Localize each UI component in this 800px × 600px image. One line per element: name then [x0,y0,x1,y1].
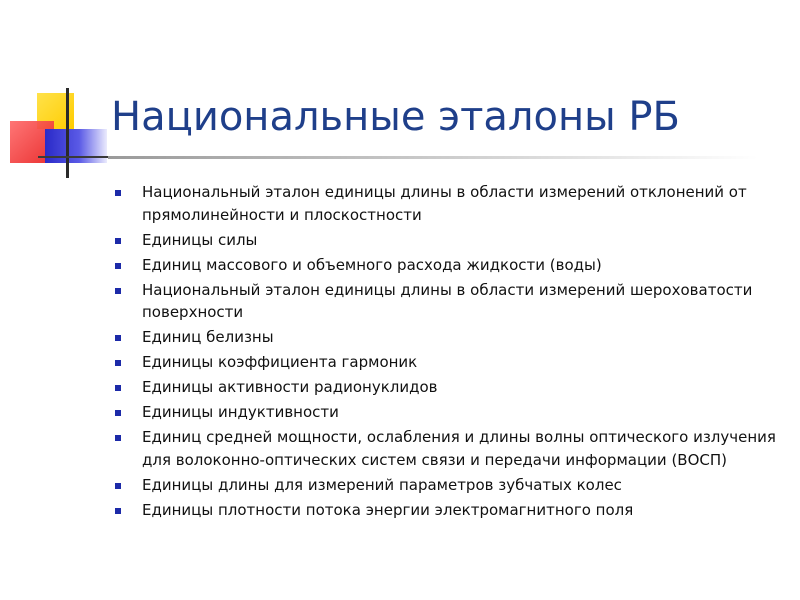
list-item [115,254,785,277]
list-item-text: Единицы длины для измерений параметров зубчатых колес [142,475,622,494]
list-item-text: Единиц средней мощности, ослабления и длины волны оптического излучения для волоконно-оптических систем связи и передачи информации (ВОСП) [142,428,776,469]
list-item [115,181,785,226]
list-item [115,474,785,497]
list-item-text: Единиц массового и объемного расхода жидкости (воды) [142,255,602,274]
list-item [115,279,785,324]
list-item-text: Единиц белизны [142,328,274,346]
list-item-text: Единицы плотности потока энергии электромагнитного поля [142,500,634,519]
square-bullet-icon [115,410,121,416]
list-item [115,376,785,399]
bullet-list [115,181,785,524]
list-item-text: Национальный эталон единицы длины в области измерений шероховатости поверхности [142,280,753,321]
square-bullet-icon [115,263,121,269]
square-bullet-icon [115,483,121,489]
list-item [115,229,785,252]
list-item [115,401,785,424]
square-bullet-icon [115,360,121,366]
list-item-text: Единицы силы [142,230,258,249]
title-underline-divider [108,156,758,159]
square-bullet-icon [115,435,121,441]
list-item-text: Единицы активности радионуклидов [142,378,438,396]
vertical-line-decoration [66,88,69,178]
list-item-text: Национальный эталон единицы длины в области измерений отклонений от прямолинейности и плоскостности [142,183,747,224]
list-item [115,426,785,471]
list-item-text: Единицы коэффициента гармоник [142,353,418,371]
square-bullet-icon [115,190,121,196]
square-bullet-icon [115,238,121,244]
list-item [115,326,785,349]
square-bullet-icon [115,288,121,294]
list-item [115,351,785,374]
list-item-text: Единицы индуктивности [142,403,339,421]
square-bullet-icon [115,508,121,514]
page-title: Национальные эталоны РБ [111,94,680,140]
decorative-logo-squares [0,0,120,190]
square-bullet-icon [115,335,121,341]
square-bullet-icon [115,385,121,391]
list-item [115,499,785,522]
